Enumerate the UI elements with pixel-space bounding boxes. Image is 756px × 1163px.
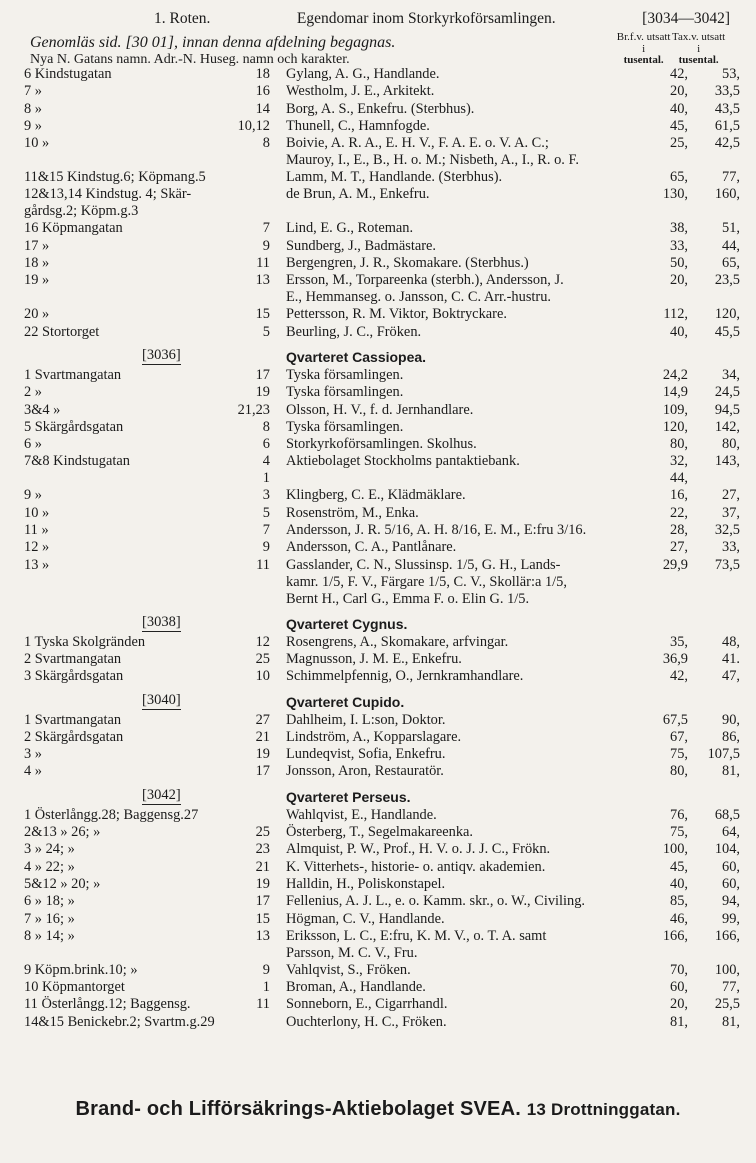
property-row [24, 401, 740, 419]
owner-description: Lindström, A., Kopparslagare. [286, 728, 462, 745]
owner-description: Klingberg, C. E., Klädmäklare. [286, 487, 466, 504]
tax-value: 45,5 [714, 323, 740, 340]
fire-insurance-value: 38, [670, 220, 688, 237]
fire-insurance-value: 16, [670, 487, 688, 504]
fire-insurance-value: 32, 44, [670, 453, 688, 487]
street-address: 8 » [24, 100, 42, 117]
property-row [24, 384, 740, 401]
street-address: 16 Köpmangatan [24, 220, 123, 237]
owner-description: Sonneborn, E., Cigarrhandl. [286, 996, 448, 1013]
tax-value: 51, [722, 220, 740, 237]
house-number: 13 [255, 272, 270, 289]
owner-description: Aktiebolaget Stockholms pantaktiebank. [286, 453, 520, 470]
owner-description: Dahlheim, I. L:son, Doktor. [286, 711, 446, 728]
tax-value: 43,5 [714, 100, 740, 117]
tax-value: 160, [714, 186, 740, 203]
house-number: 19 [255, 746, 270, 763]
fire-insurance-value: 70, [670, 961, 688, 978]
tax-value: 60, [722, 858, 740, 875]
quarter-heading [24, 612, 734, 634]
street-address: 6 Kindstugatan [24, 66, 112, 82]
tax-value: 61,5 [714, 117, 740, 134]
house-number: 11 [256, 255, 270, 272]
street-address: 20 » [24, 306, 50, 323]
owner-description: Beurling, J. C., Fröken. [286, 323, 422, 340]
street-address: 11&15 Kindstug.6; Köpmang.5 [24, 169, 206, 186]
property-row [24, 453, 740, 487]
house-number: 6 [262, 436, 270, 453]
tax-value: 41. [722, 650, 740, 667]
owner-description: Lind, E. G., Roteman. [286, 220, 414, 237]
street-address: 2 Svartmangatan [24, 650, 122, 667]
property-row [24, 841, 740, 858]
house-number: 9 [262, 237, 270, 254]
tax-value: 23,5 [714, 272, 740, 289]
subheader [24, 32, 734, 66]
company-name: Brand- och Lifförsäkrings-Aktiebolaget SVEA. [75, 1098, 521, 1120]
fire-insurance-value: 20, [670, 272, 688, 289]
tax-value: 48, [722, 633, 740, 650]
fire-insurance-value: 42, [670, 66, 688, 82]
owner-description: Olsson, H. V., f. d. Jernhandlare. [286, 401, 474, 418]
tax-value: 77, [722, 979, 740, 996]
house-number: 21 [255, 858, 270, 875]
advertisement-footer [0, 1098, 756, 1121]
fire-insurance-value: 27, [670, 539, 688, 556]
owner-description: Westholm, J. E., Arkitekt. [286, 83, 435, 100]
house-number: 7 [262, 220, 270, 237]
quarter-name: Qvarteret Perseus. [286, 788, 411, 805]
fire-insurance-value: 40, [670, 875, 688, 892]
house-number: 8 [262, 418, 270, 435]
owner-description: Boivie, A. R. A., E. H. V., F. A. E. o. V. A. C.; Mauroy, I., E., B., H. o. M.; Nisbeth, A., I., R. o. F. [286, 135, 579, 169]
owner-description: Lundeqvist, Sofia, Enkefru. [286, 746, 446, 763]
house-number: 17 [255, 763, 270, 780]
owner-description: de Brun, A. M., Enkefru. [286, 186, 430, 203]
street-address: 14&15 Benickebr.2; Svartm.g.29 [24, 1013, 215, 1030]
owner-description: Jonsson, Aron, Restauratör. [286, 763, 444, 780]
tax-value: 90, [722, 711, 740, 728]
tax-value: 73,5 [714, 556, 740, 573]
tax-value: 143, [714, 453, 740, 470]
property-row [24, 255, 740, 272]
property-row [24, 893, 740, 910]
property-row [24, 539, 740, 556]
street-address: 19 » [24, 272, 50, 289]
street-address: 22 Stortorget [24, 323, 100, 340]
tax-value: 166, [714, 927, 740, 944]
owner-description: Fellenius, A. J. L., e. o. Kamm. skr., o. W., Civiling. [286, 893, 586, 910]
street-address: 4 » [24, 763, 42, 780]
street-address: 3 Skärgårdsgatan [24, 668, 124, 685]
house-number: 7 [262, 522, 270, 539]
fire-insurance-value: 33, [670, 237, 688, 254]
property-row [24, 366, 740, 384]
owner-description: Gasslander, C. N., Slussinsp. 1/5, G. H., Lands- kamr. 1/5, F. V., Färgare 1/5, C. V., Skollär:a 1/5, Bernt H., Carl G., Emma F. o. Elin G. 1/5. [286, 556, 567, 607]
quarter-number: [3036] [142, 346, 181, 363]
tax-value: 64, [722, 824, 740, 841]
owner-description: Magnusson, J. M. E., Enkefru. [286, 650, 462, 667]
owner-description: Andersson, J. R. 5/16, A. H. 8/16, E. M., E:fru 3/16. [286, 522, 587, 539]
property-row [24, 100, 740, 118]
fire-insurance-value: 85, [670, 893, 688, 910]
tax-value: 32,5 [714, 522, 740, 539]
fire-insurance-value: 80, [670, 436, 688, 453]
fire-insurance-value: 81, [670, 1013, 688, 1030]
owner-description: Ersson, M., Torpareenka (sterbh.), Andersson, J. E., Hemmanseg. o. Jansson, C. C. Arr.-hustru. [286, 272, 564, 306]
quarter-heading [24, 785, 734, 807]
fire-insurance-value: 80, [670, 763, 688, 780]
owner-description: Storkyrkoförsamlingen. Skolhus. [286, 436, 477, 453]
fire-insurance-value: 20, [670, 83, 688, 100]
tax-value: 25,5 [714, 996, 740, 1013]
street-address: 18 » [24, 255, 50, 272]
fire-insurance-value: 24,2 [662, 366, 688, 383]
property-row [24, 711, 740, 729]
street-address: 2 » [24, 384, 42, 401]
owner-description: Tyska församlingen. [286, 366, 404, 383]
owner-description: Andersson, C. A., Pantlånare. [286, 539, 457, 556]
street-address: 8 » 14; » [24, 927, 75, 944]
owner-description: Borg, A. S., Enkefru. (Sterbhus). [286, 100, 475, 117]
property-row [24, 763, 740, 780]
property-row [24, 237, 740, 255]
street-address: 3 » 24; » [24, 841, 75, 858]
house-number: 21 [255, 728, 270, 745]
street-address: 3&4 » [24, 401, 61, 418]
property-row [24, 858, 740, 876]
property-row [24, 117, 740, 135]
property-row [24, 927, 740, 962]
tax-value: 47, [722, 668, 740, 685]
street-address: 4 » 22; » [24, 858, 75, 875]
street-address: 2 Skärgårdsgatan [24, 728, 124, 745]
house-number: 10,12 [237, 117, 270, 134]
fire-insurance-value: 75, [670, 824, 688, 841]
owner-description: Lamm, M. T., Handlande. (Sterbhus). [286, 169, 503, 186]
property-row [24, 220, 740, 237]
owner-description: Vahlqvist, S., Fröken. [286, 961, 411, 978]
property-row [24, 306, 740, 323]
tax-value: 86, [722, 728, 740, 745]
house-number: 4 1 [262, 453, 270, 487]
house-number: 11 [256, 996, 270, 1013]
owner-description: Wahlqvist, E., Handlande. [286, 806, 437, 823]
owner-description: Schimmelpfennig, O., Jernkramhandlare. [286, 668, 524, 685]
property-row [24, 135, 740, 169]
house-number: 19 [255, 384, 270, 401]
tax-value: 94, [722, 893, 740, 910]
fire-insurance-value: 46, [670, 910, 688, 927]
tax-value: 42,5 [714, 135, 740, 152]
property-row [24, 323, 740, 341]
owner-description: Sundberg, J., Badmästare. [286, 237, 437, 254]
tax-value: 53, [722, 66, 740, 82]
property-row [24, 1013, 740, 1031]
house-number: 27 [255, 711, 270, 728]
tax-value: 44, [722, 237, 740, 254]
street-address: 1 Österlångg.28; Baggensg.27 [24, 806, 199, 823]
property-row [24, 169, 740, 186]
house-number: 3 [262, 487, 270, 504]
house-number: 14 [255, 100, 270, 117]
street-address: 12&13,14 Kindstug. 4; Skär- gårdsg.2; Köpm.g.3 [24, 186, 192, 220]
street-address: 9 » [24, 487, 42, 504]
street-address: 1 Svartmangatan [24, 366, 122, 383]
street-address: 3 » [24, 746, 42, 763]
property-row [24, 746, 740, 763]
owner-description: Almquist, P. W., Prof., H. V. o. J. J. C., Frökn. [286, 841, 551, 858]
owner-description: Högman, C. V., Handlande. [286, 910, 445, 927]
street-address: 10 » [24, 504, 50, 521]
house-number: 21,23 [237, 401, 270, 418]
house-number: 17 [255, 893, 270, 910]
fire-insurance-value: 28, [670, 522, 688, 539]
house-number: 18 [255, 66, 270, 82]
header-section: 1. Roten. [154, 10, 211, 27]
tax-value-heading: Tax.v. utsatt i tusental. [672, 31, 726, 67]
tax-value: 77, [722, 169, 740, 186]
fire-insurance-value: 35, [670, 633, 688, 650]
header-range: [3034—3042] [642, 10, 730, 27]
quarter-number: [3040] [142, 691, 181, 708]
street-address: 11 Österlångg.12; Baggensg. [24, 996, 191, 1013]
street-address: 7&8 Kindstugatan [24, 453, 130, 470]
instruction-note: Genomläs sid. [30 01], innan denna afdelning begagnas. [30, 34, 396, 51]
fire-insurance-value: 40, [670, 100, 688, 117]
fire-insurance-value: 14,9 [662, 384, 688, 401]
house-number: 15 [255, 910, 270, 927]
owner-description: Thunell, C., Hamnfogde. [286, 117, 430, 134]
street-address: 5 Skärgårdsgatan [24, 418, 124, 435]
fire-insurance-value: 75, [670, 746, 688, 763]
house-number: 25 [255, 650, 270, 667]
owner-description: Halldin, H., Poliskonstapel. [286, 875, 446, 892]
house-number: 1 [262, 979, 270, 996]
quarter-number: [3042] [142, 786, 181, 803]
street-address: 7 » 16; » [24, 910, 75, 927]
owner-description: Broman, A., Handlande. [286, 979, 426, 996]
fire-insurance-value: 67, [670, 728, 688, 745]
property-row [24, 66, 740, 83]
owner-description: Ouchterlony, H. C., Fröken. [286, 1013, 447, 1030]
quarter-number: [3038] [142, 613, 181, 630]
owner-description: Gylang, A. G., Handlande. [286, 66, 440, 82]
fire-value-heading: Br.f.v. utsatt i tusental. [616, 31, 671, 67]
owner-description: Pettersson, R. M. Viktor, Boktryckare. [286, 306, 507, 323]
property-row [24, 272, 740, 306]
property-row [24, 668, 740, 685]
street-address: 12 » [24, 539, 50, 556]
tax-value: 120, [714, 306, 740, 323]
street-address: 10 Köpmantorget [24, 979, 125, 996]
tax-value: 34, [722, 366, 740, 383]
house-number: 19 [255, 875, 270, 892]
tax-value: 104, [714, 841, 740, 858]
quarter-name: Qvarteret Cassiopea. [286, 348, 427, 365]
street-address: 2&13 » 26; » [24, 824, 101, 841]
owner-description: Tyska församlingen. [286, 384, 404, 401]
owner-description: Eriksson, L. C., E:fru, K. M. V., o. T. A. samt Parsson, M. C. V., Fru. [286, 927, 547, 961]
owner-description: Tyska församlingen. [286, 418, 404, 435]
street-address: 13 » [24, 556, 50, 573]
owner-description: Rosenström, M., Enka. [286, 504, 419, 521]
fire-insurance-value: 50, [670, 255, 688, 272]
house-number: 25 [255, 824, 270, 841]
property-row [24, 961, 740, 979]
house-number: 10 [255, 668, 270, 685]
fire-insurance-value: 130, [662, 186, 688, 203]
quarter-name: Qvarteret Cygnus. [286, 615, 408, 632]
property-row [24, 979, 740, 996]
property-row [24, 806, 740, 824]
quarter-heading [24, 690, 734, 712]
tax-value: 27, [722, 487, 740, 504]
house-number: 13 [255, 927, 270, 944]
house-number: 17 [255, 366, 270, 383]
tax-value: 60, [722, 875, 740, 892]
tax-value: 81, [722, 763, 740, 780]
fire-insurance-value: 109, [662, 401, 688, 418]
fire-insurance-value: 42, [670, 668, 688, 685]
fire-insurance-value: 45, [670, 858, 688, 875]
owner-description: Rosengrens, A., Skomakare, arfvingar. [286, 633, 509, 650]
property-row [24, 522, 740, 539]
tax-value: 68,5 [714, 806, 740, 823]
property-listing [24, 66, 740, 1031]
property-row [24, 186, 740, 220]
property-row [24, 487, 740, 504]
owner-description: Bergengren, J. R., Skomakare. (Sterbhus.) [286, 255, 529, 272]
fire-insurance-value: 120, [662, 418, 688, 435]
quarter-heading [24, 345, 734, 367]
street-address: 1 Svartmangatan [24, 711, 122, 728]
property-row [24, 728, 740, 746]
street-address: 6 » [24, 436, 42, 453]
fire-insurance-value: 36,9 [662, 650, 688, 667]
property-row [24, 504, 740, 522]
fire-insurance-value: 76, [670, 806, 688, 823]
property-row [24, 824, 740, 841]
street-address: 11 » [24, 522, 49, 539]
fire-insurance-value: 45, [670, 117, 688, 134]
property-row [24, 633, 740, 651]
street-address: 17 » [24, 237, 50, 254]
tax-value: 107,5 [707, 746, 740, 763]
fire-insurance-value: 22, [670, 504, 688, 521]
header-title: Egendomar inom Storkyrkoförsamlingen. [296, 10, 556, 27]
tax-value: 81, [722, 1013, 740, 1030]
street-address: 9 » [24, 117, 42, 134]
fire-insurance-value: 166, [662, 927, 688, 944]
tax-value: 65, [722, 255, 740, 272]
street-address: 10 » [24, 135, 50, 152]
fire-insurance-value: 60, [670, 979, 688, 996]
tax-value: 24,5 [714, 384, 740, 401]
fire-insurance-value: 67,5 [662, 711, 688, 728]
house-number: 9 [262, 539, 270, 556]
house-number: 23 [255, 841, 270, 858]
property-row [24, 556, 740, 608]
property-row [24, 910, 740, 928]
fire-insurance-value: 65, [670, 169, 688, 186]
tax-value: 33, [722, 539, 740, 556]
tax-value: 37, [722, 504, 740, 521]
house-number: 16 [255, 83, 270, 100]
street-address: 6 » 18; » [24, 893, 75, 910]
house-number: 9 [262, 961, 270, 978]
company-address: 13 Drottninggatan. [526, 1100, 681, 1119]
house-number: 8 [262, 135, 270, 152]
property-row [24, 83, 740, 100]
street-address: 7 » [24, 83, 42, 100]
owner-description: K. Vitterhets-, historie- o. antiqv. akademien. [286, 858, 546, 875]
tax-value: 33,5 [714, 83, 740, 100]
tax-value: 142, [714, 418, 740, 435]
house-number: 15 [255, 306, 270, 323]
house-number: 5 [262, 323, 270, 340]
house-number: 5 [262, 504, 270, 521]
owner-description: Österberg, T., Segelmakareenka. [286, 824, 474, 841]
fire-insurance-value: 100, [662, 841, 688, 858]
street-address: 1 Tyska Skolgränden [24, 633, 146, 650]
quarter-name: Qvarteret Cupido. [286, 693, 405, 710]
fire-insurance-value: 29,9 [662, 556, 688, 573]
property-row [24, 996, 740, 1013]
street-address: 5&12 » 20; » [24, 875, 101, 892]
column-headings: Nya N. Gatans namn. Adr.-N. Huseg. namn och karakter. [30, 52, 350, 67]
tax-value: 80, [722, 436, 740, 453]
tax-value: 100, [714, 961, 740, 978]
house-number: 12 [255, 633, 270, 650]
value-column-headings [616, 32, 726, 67]
property-row [24, 418, 740, 436]
fire-insurance-value: 25, [670, 135, 688, 152]
house-number: 11 [256, 556, 270, 573]
property-row [24, 436, 740, 453]
fire-insurance-value: 112, [663, 306, 688, 323]
fire-insurance-value: 20, [670, 996, 688, 1013]
property-row [24, 650, 740, 668]
fire-insurance-value: 40, [670, 323, 688, 340]
tax-value: 94,5 [714, 401, 740, 418]
property-row [24, 875, 740, 893]
street-address: 9 Köpm.brink.10; » [24, 961, 138, 978]
page-header [24, 10, 734, 32]
tax-value: 99, [722, 910, 740, 927]
